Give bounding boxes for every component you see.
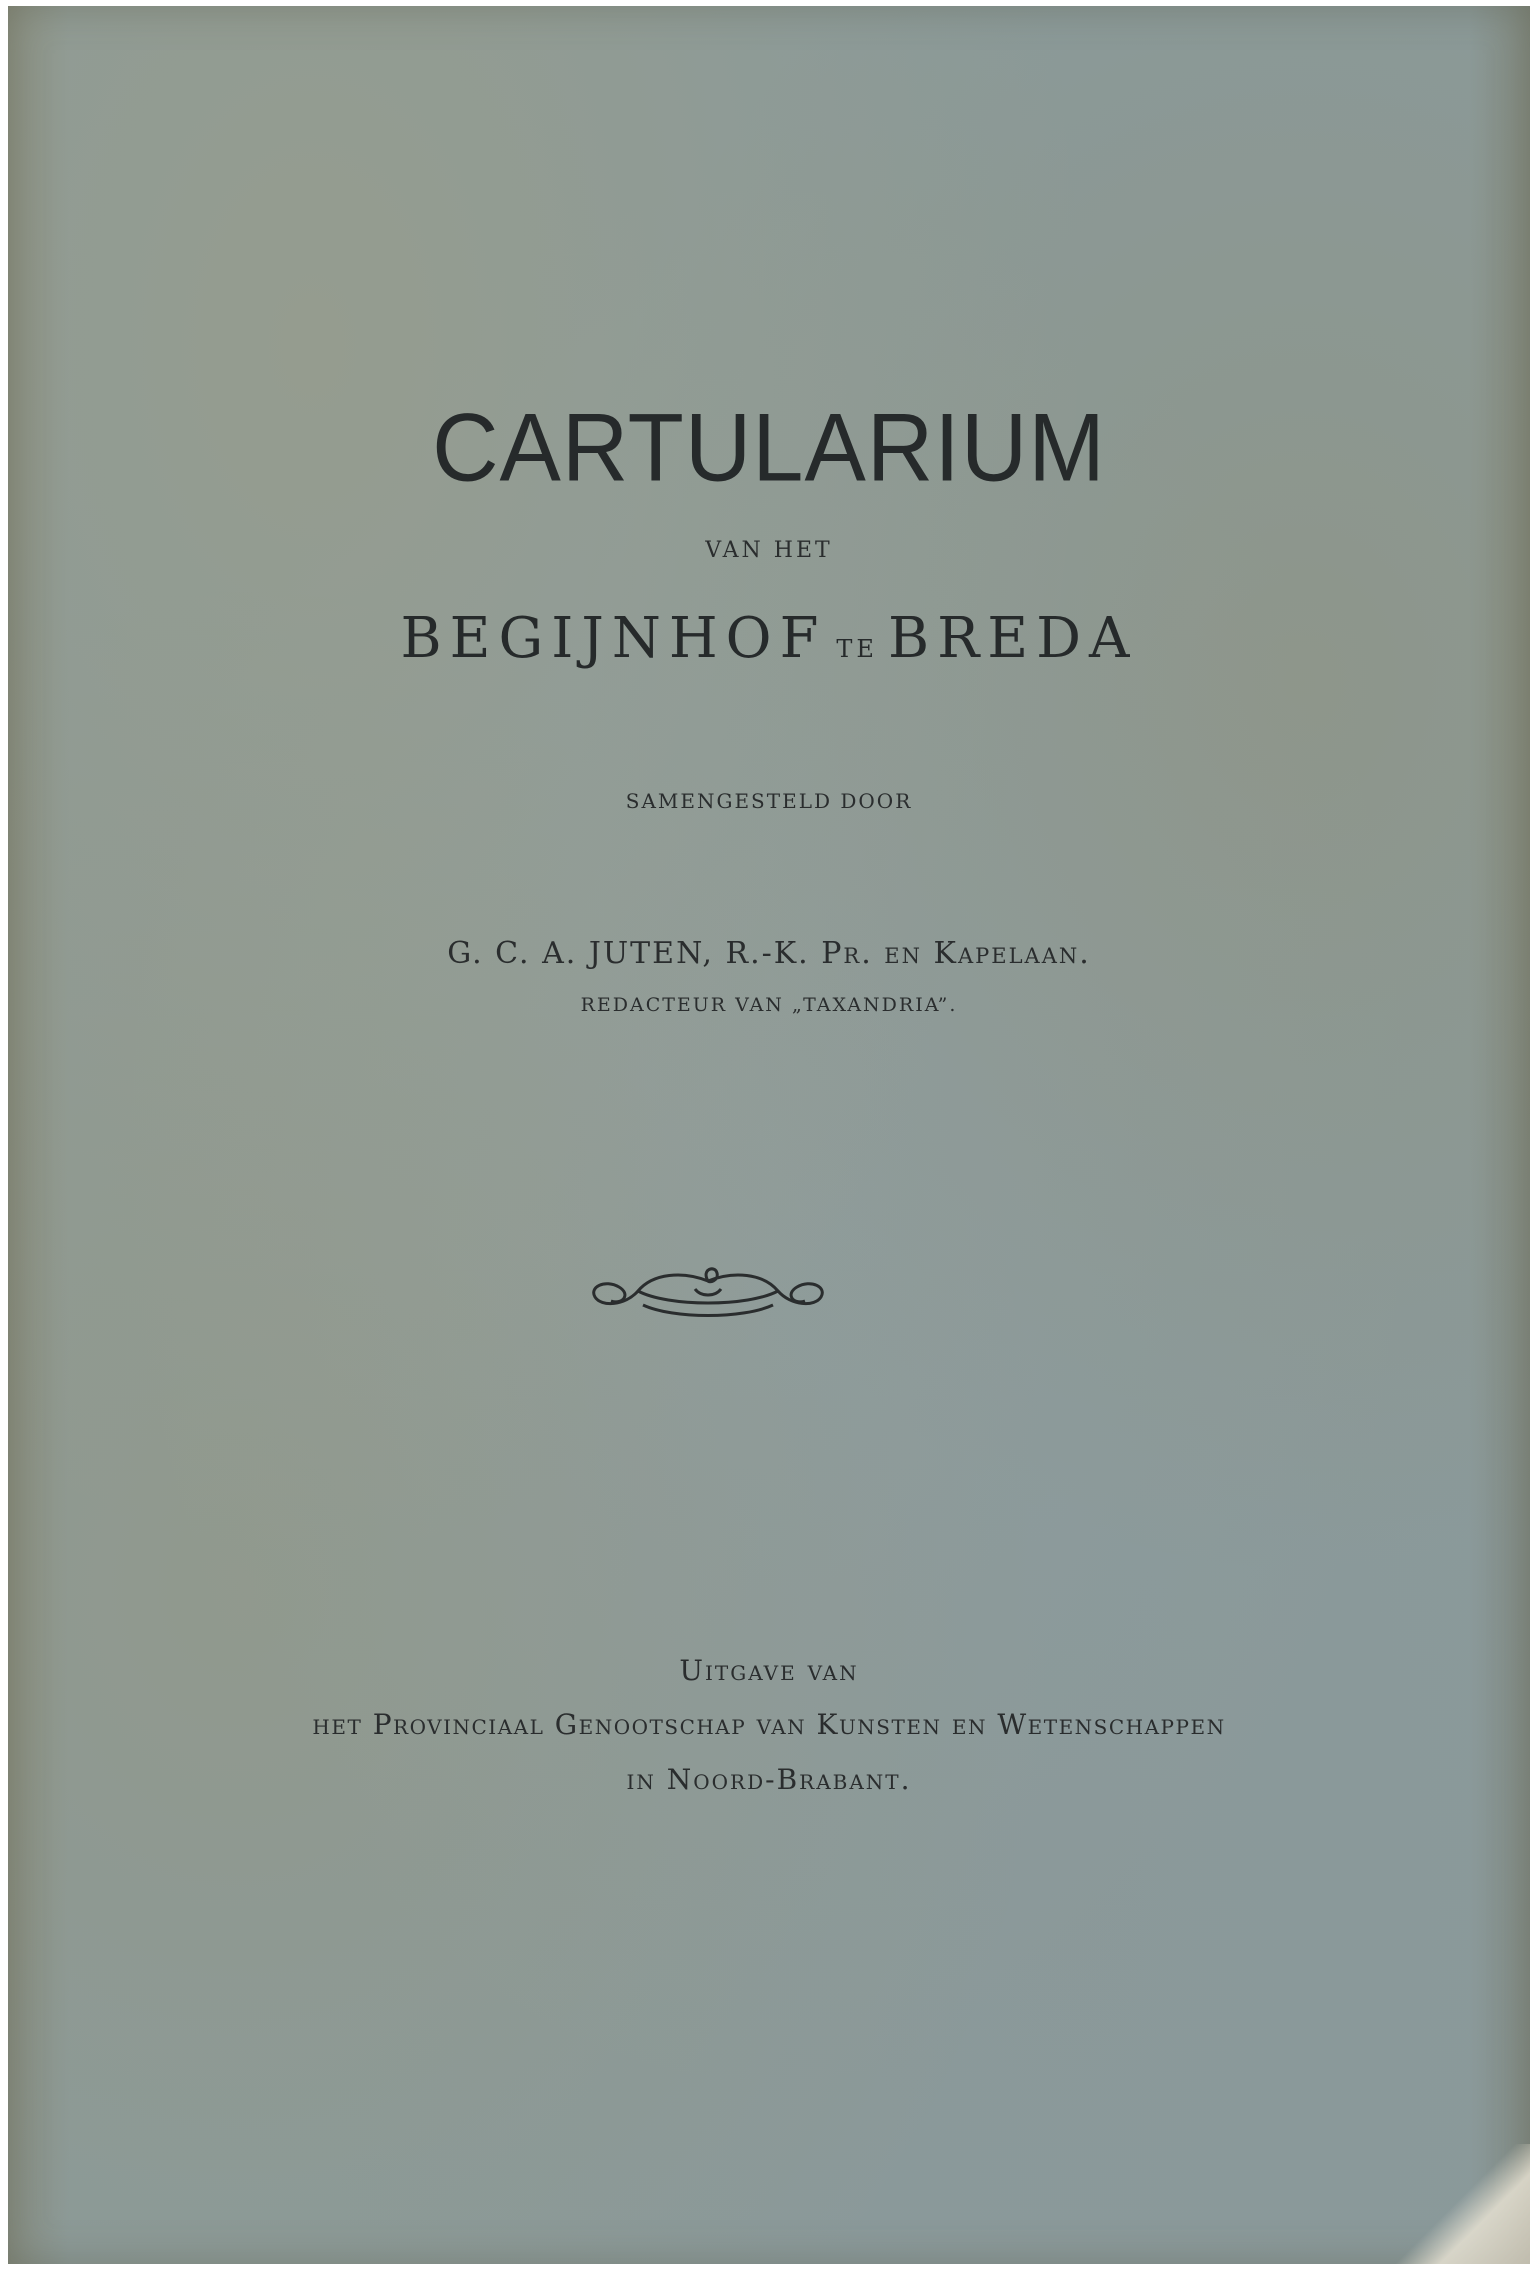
publisher-line-1: Uitgave van xyxy=(679,1654,859,1687)
title-place-begijnhof: BEGIJNHOF xyxy=(400,606,827,671)
compiled-by-label: SAMENGESTELD DOOR xyxy=(625,789,913,813)
worn-corner xyxy=(1350,2144,1530,2264)
author-editor-note: REDACTEUR VAN „TAXANDRIA”. xyxy=(580,994,958,1016)
author-name: G. C. A. JUTEN, R.-K. Pr. en Kapelaan. xyxy=(447,936,1091,971)
book-title: CARTULARIUM xyxy=(432,394,1106,502)
title-place-te: TE xyxy=(836,635,878,663)
book-cover xyxy=(8,6,1530,2264)
scroll-ornament-icon xyxy=(583,1261,833,1331)
title-place-breda: BREDA xyxy=(887,606,1138,671)
title-connector: VAN HET xyxy=(705,538,833,563)
publisher-line-3: in Noord-Brabant. xyxy=(626,1763,912,1796)
title-place xyxy=(8,606,1530,671)
publisher-line-2: het Provinciaal Genootschap van Kunsten en Wetenschappen xyxy=(312,1708,1226,1741)
